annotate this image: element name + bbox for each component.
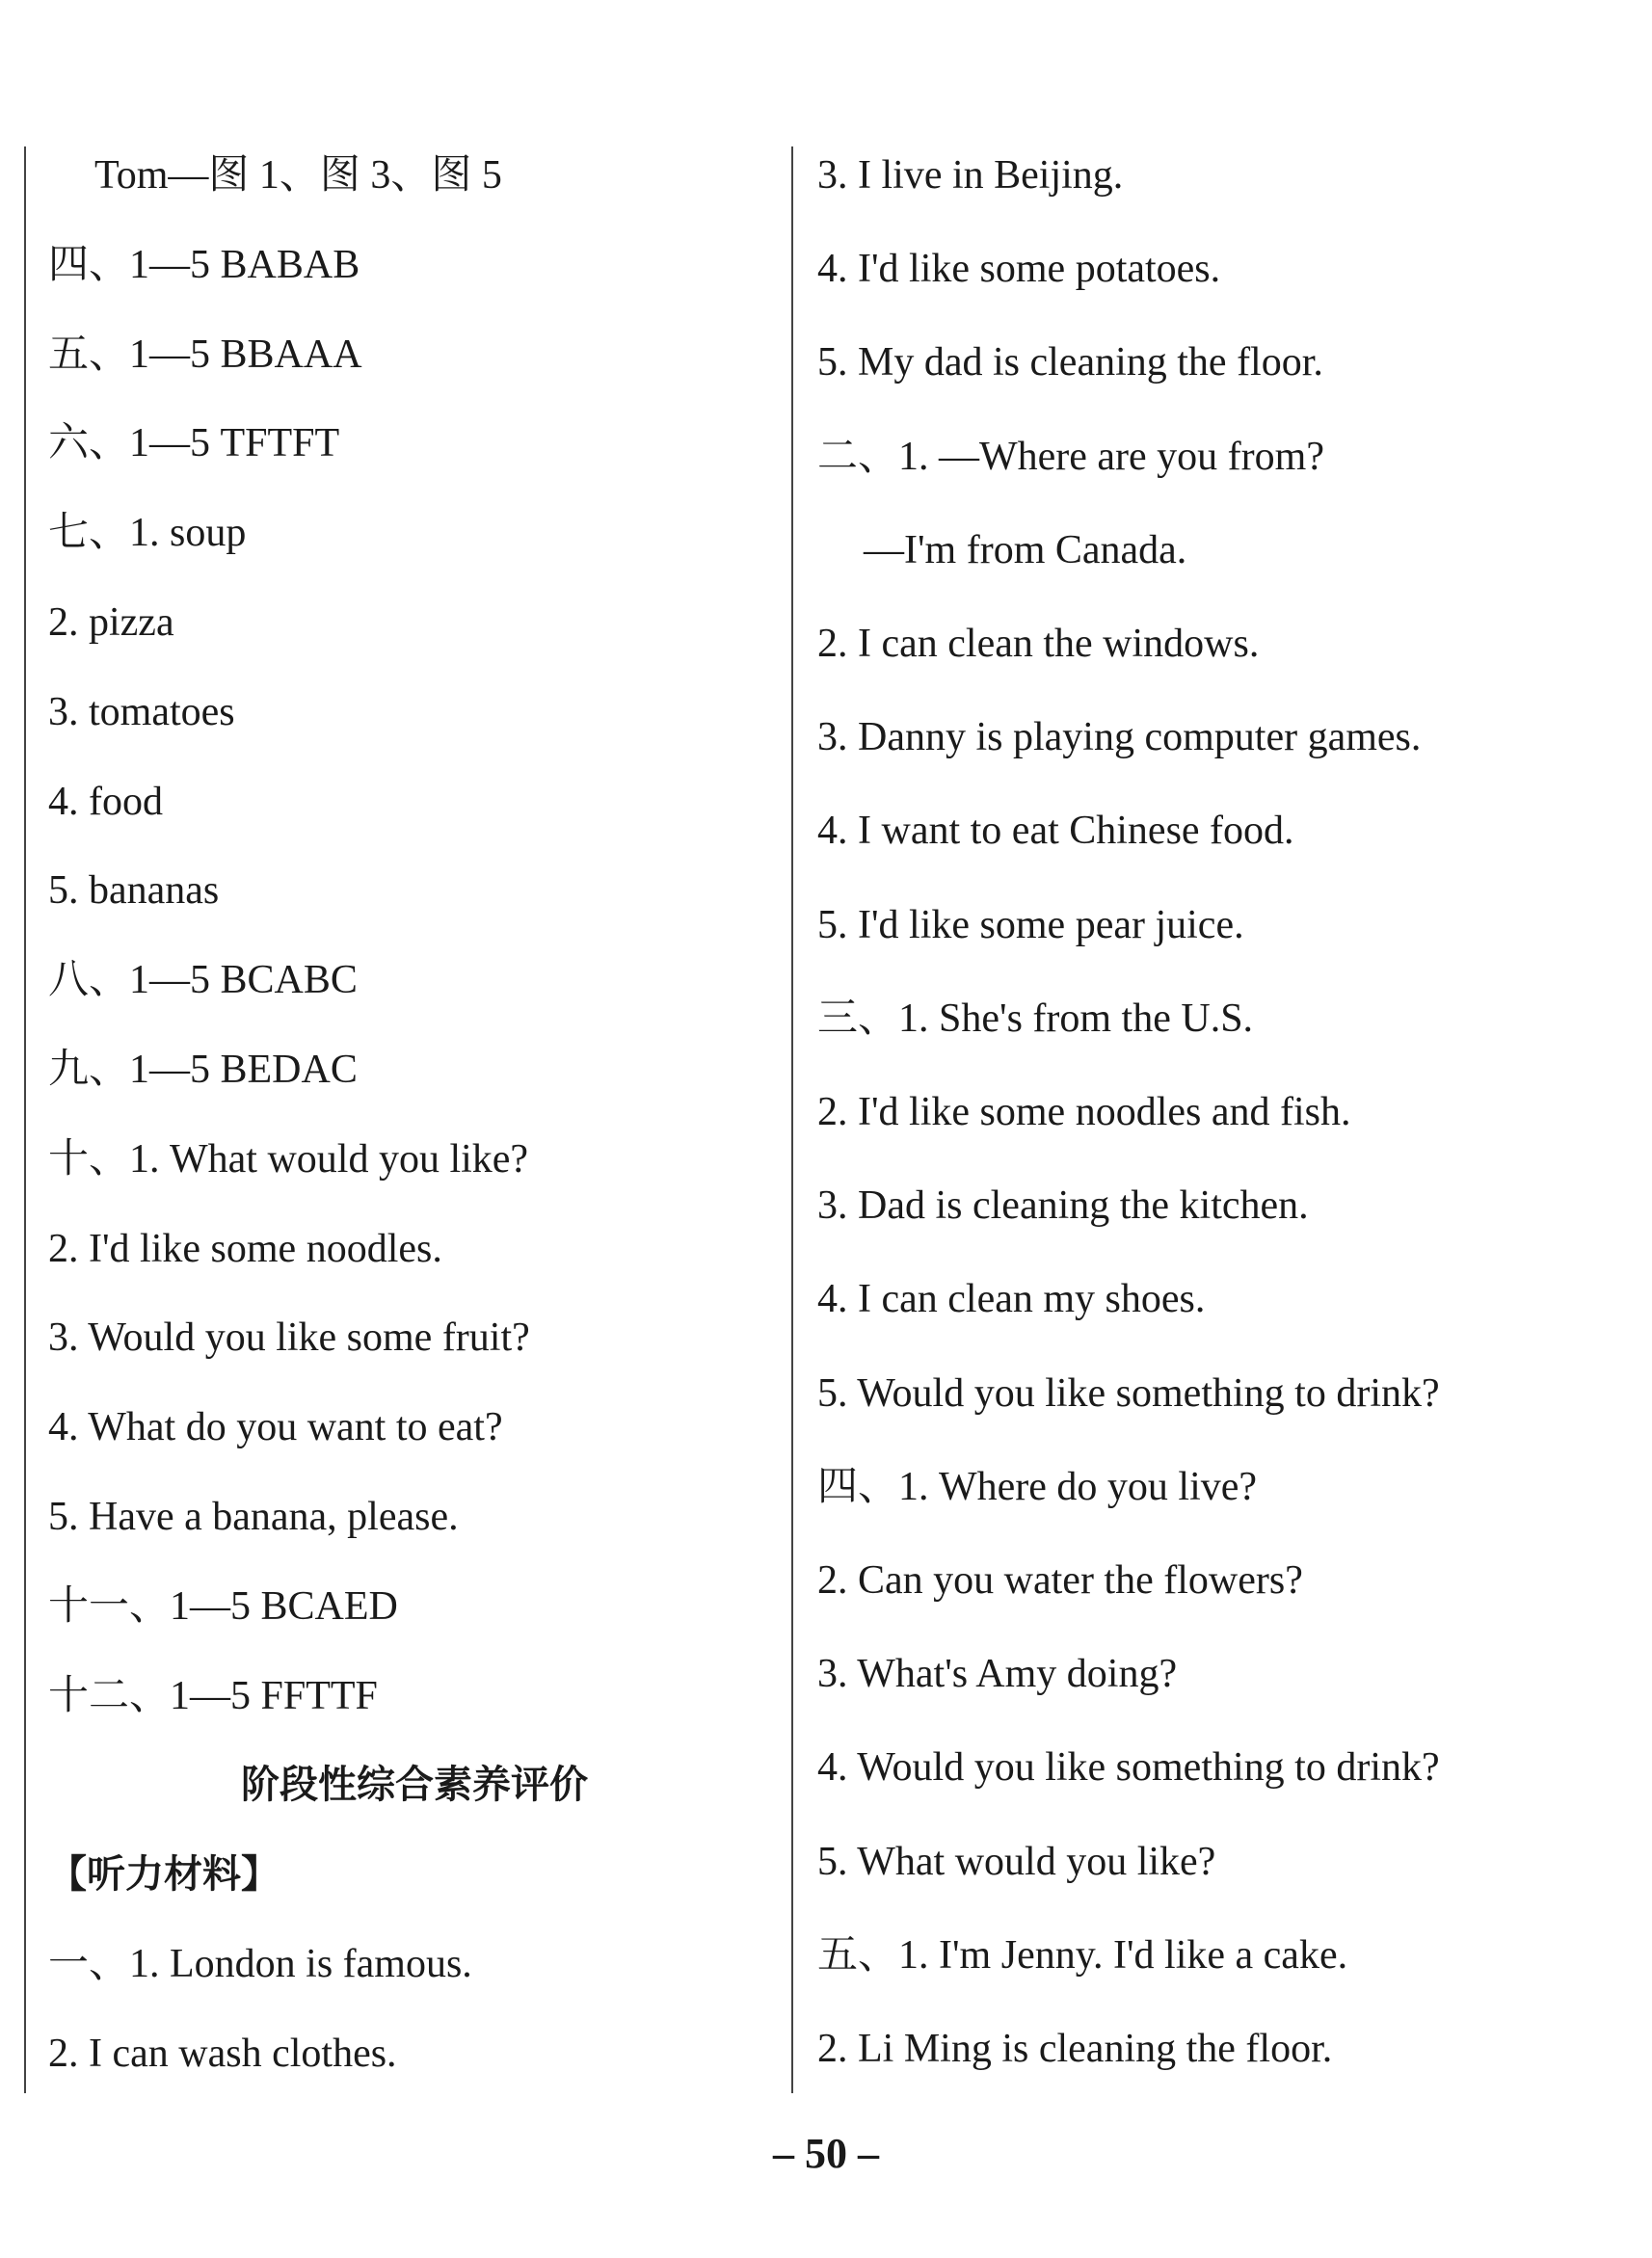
- left-line: 5. Have a banana, please.: [48, 1495, 459, 1539]
- right-line: 4. I'd like some potatoes.: [817, 247, 1221, 292]
- right-line: 5. I'd like some pear juice.: [817, 902, 1244, 947]
- left-margin-rule: [24, 146, 26, 2093]
- left-line: 3. tomatoes: [48, 689, 235, 734]
- right-line: 4. I can clean my shoes.: [817, 1277, 1206, 1322]
- right-line: 4. Would you like something to drink?: [817, 1745, 1440, 1791]
- left-line: 十一、1—5 BCAED: [48, 1583, 398, 1629]
- left-line: 四、1—5 BABAB: [48, 242, 360, 287]
- subheading: 【听力材料】: [48, 1852, 280, 1898]
- right-line: 5. My dad is cleaning the floor.: [817, 340, 1323, 385]
- right-line: 二、1. —Where are you from?: [817, 434, 1324, 479]
- left-line: 4. food: [48, 779, 163, 824]
- right-line: 5. What would you like?: [817, 1839, 1216, 1884]
- right-line: —I'm from Canada.: [864, 527, 1187, 572]
- page-number: – 50 –: [773, 2130, 879, 2177]
- right-line: 五、1. I'm Jenny. I'd like a cake.: [817, 1932, 1348, 1978]
- right-line: 3. Dad is cleaning the kitchen.: [817, 1183, 1309, 1229]
- column-divider: [791, 146, 793, 2093]
- left-line: 5. bananas: [48, 868, 220, 914]
- right-line: 2. I'd like some noodles and fish.: [817, 1090, 1351, 1134]
- left-line: 十二、1—5 FFTTF: [48, 1673, 378, 1718]
- right-line: 4. I want to eat Chinese food.: [817, 809, 1294, 854]
- left-line: 七、1. soup: [48, 511, 247, 556]
- right-line: 3. What's Amy doing?: [817, 1652, 1178, 1697]
- left-line: 3. Would you like some fruit?: [48, 1315, 530, 1361]
- left-line: 2. I can wash clothes.: [48, 2031, 397, 2076]
- right-line: 三、1. She's from the U.S.: [817, 996, 1254, 1041]
- left-line: 2. pizza: [48, 600, 174, 645]
- section-title: 阶段性综合素养评价: [241, 1763, 588, 1808]
- left-line: 一、1. London is famous.: [48, 1942, 472, 1986]
- right-line: 2. Can you water the flowers?: [817, 1558, 1303, 1603]
- right-line: 3. Danny is playing computer games.: [817, 715, 1422, 760]
- left-line: 八、1—5 BCABC: [48, 958, 358, 1003]
- left-line: 九、1—5 BEDAC: [48, 1048, 358, 1092]
- left-line: 4. What do you want to eat?: [48, 1405, 503, 1450]
- left-line: 六、1—5 TFTFT: [48, 421, 340, 466]
- right-line: 5. Would you like something to drink?: [817, 1370, 1440, 1416]
- right-line: 2. Li Ming is cleaning the floor.: [817, 2027, 1333, 2071]
- right-line: 3. I live in Beijing.: [817, 153, 1124, 198]
- right-line: 2. I can clean the windows.: [817, 622, 1260, 666]
- left-line: 2. I'd like some noodles.: [48, 1226, 442, 1271]
- right-line: 四、1. Where do you live?: [817, 1464, 1258, 1509]
- left-line: 十、1. What would you like?: [48, 1136, 529, 1182]
- left-line: 五、1—5 BBAAA: [48, 332, 362, 377]
- left-line: Tom—图 1、图 3、图 5: [94, 153, 502, 198]
